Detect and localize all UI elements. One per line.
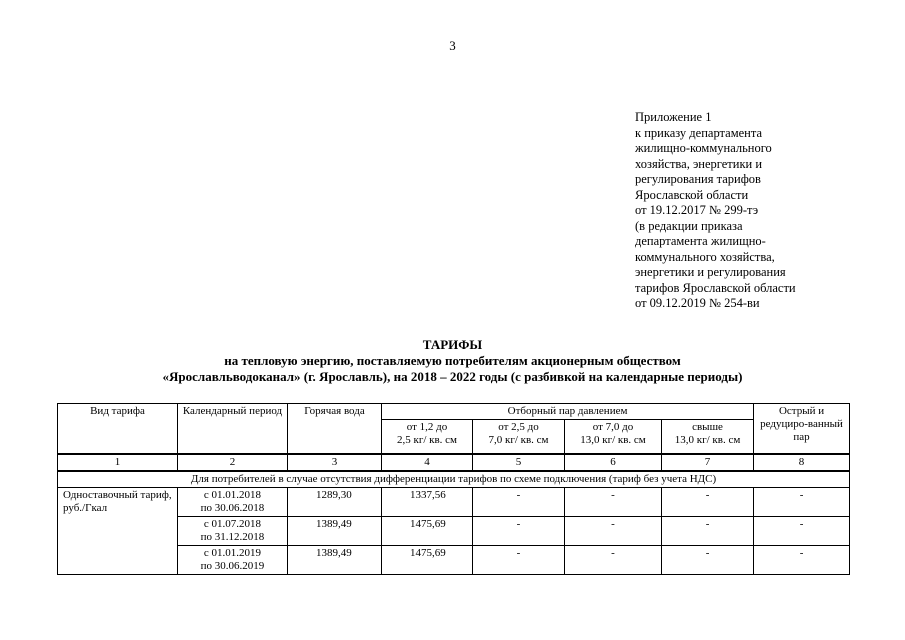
- appendix-line: Приложение 1: [635, 110, 712, 124]
- period-to: по 31.12.2018: [200, 530, 265, 543]
- hot-water-value: 1289,30: [288, 487, 382, 516]
- appendix-line: энергетики и регулирования: [635, 265, 786, 279]
- steam-3-value: -: [565, 487, 662, 516]
- period-cell: [178, 516, 288, 545]
- header-steam-group: Отборный пар давлением: [382, 404, 754, 420]
- steam-2-value: -: [473, 545, 565, 574]
- appendix-line: департамента жилищно-: [635, 234, 766, 248]
- sharp-steam-value: -: [754, 487, 850, 516]
- header-steam-4: [662, 420, 754, 454]
- period-from: с 01.07.2018: [203, 517, 262, 530]
- period-to: по 30.06.2019: [200, 559, 265, 572]
- header-steam-3-line: 13,0 кг/ кв. см: [580, 434, 646, 446]
- section-title: Для потребителей в случае отсутствия дифференциации тарифов по схеме подключения (тариф без учета НДС): [58, 471, 850, 488]
- column-number: 4: [382, 454, 473, 471]
- appendix-line: к приказу департамента: [635, 125, 763, 140]
- appendix-line: жилищно-коммунального: [635, 141, 772, 155]
- header-steam-3-line: от 7,0 до: [592, 421, 634, 433]
- appendix-line: регулирования тарифов: [635, 172, 761, 186]
- period-cell: [178, 487, 288, 516]
- column-number: 3: [288, 454, 382, 471]
- header-steam-2: [473, 420, 565, 454]
- document-title: [0, 337, 905, 385]
- period-to: по 30.06.2018: [200, 501, 265, 514]
- title-heading: ТАРИФЫ: [422, 337, 483, 352]
- column-number: 6: [565, 454, 662, 471]
- header-steam-4-line: 13,0 кг/ кв. см: [674, 434, 741, 446]
- appendix-line: (в редакции приказа: [635, 218, 743, 233]
- steam-3-value: -: [565, 516, 662, 545]
- table-row: [58, 487, 850, 516]
- header-steam-4-line: свыше: [692, 421, 723, 433]
- column-number: 2: [178, 454, 288, 471]
- appendix-line: от 09.12.2019 № 254-ви: [635, 296, 760, 310]
- steam-2-value: -: [473, 516, 565, 545]
- sharp-steam-value: -: [754, 545, 850, 574]
- steam-1-value: 1337,56: [382, 487, 473, 516]
- sharp-steam-value: -: [754, 516, 850, 545]
- header-sharp-steam: Острый и редуциро-ванный пар: [754, 404, 850, 454]
- header-steam-1: [382, 420, 473, 454]
- header-steam-3: [565, 420, 662, 454]
- hot-water-value: 1389,49: [288, 516, 382, 545]
- column-number: 7: [662, 454, 754, 471]
- appendix-line: тарифов Ярославской области: [635, 280, 796, 295]
- title-subtitle-line: на тепловую энергию, поставляемую потребителям акционерным обществом: [224, 353, 681, 368]
- column-number: 1: [58, 454, 178, 471]
- header-steam-2-line: 7,0 кг/ кв. см: [488, 434, 549, 446]
- steam-4-value: -: [662, 487, 754, 516]
- hot-water-value: 1389,49: [288, 545, 382, 574]
- period-from: с 01.01.2019: [203, 546, 262, 559]
- period-cell: [178, 545, 288, 574]
- tariff-table: [57, 403, 850, 575]
- appendix-line: хозяйства, энергетики и: [635, 156, 763, 171]
- header-steam-2-line: от 2,5 до: [498, 421, 539, 433]
- column-number: 5: [473, 454, 565, 471]
- steam-3-value: -: [565, 545, 662, 574]
- header-period: Календарный период: [178, 404, 288, 454]
- appendix-line: коммунального хозяйства,: [635, 249, 775, 264]
- column-number: 8: [754, 454, 850, 471]
- appendix-line: Ярославской области: [635, 187, 749, 202]
- header-tariff-type: Вид тарифа: [58, 404, 178, 454]
- header-steam-1-line: от 1,2 до: [406, 421, 448, 433]
- steam-4-value: -: [662, 516, 754, 545]
- appendix-block: [635, 110, 885, 312]
- header-steam-1-line: 2,5 кг/ кв. см: [396, 434, 458, 446]
- steam-2-value: -: [473, 487, 565, 516]
- steam-1-value: 1475,69: [382, 545, 473, 574]
- steam-1-value: 1475,69: [382, 516, 473, 545]
- header-hot-water: Горячая вода: [288, 404, 382, 454]
- steam-4-value: -: [662, 545, 754, 574]
- appendix-line: от 19.12.2017 № 299-тэ: [635, 203, 759, 217]
- page-number: 3: [449, 38, 456, 53]
- tariff-name: Одноставочный тариф, руб./Гкал: [58, 487, 178, 574]
- period-from: с 01.01.2018: [203, 488, 262, 501]
- title-subtitle-line: «Ярославльводоканал» (г. Ярославль), на 2018 – 2022 годы (с разбивкой на календарные периоды): [162, 369, 743, 384]
